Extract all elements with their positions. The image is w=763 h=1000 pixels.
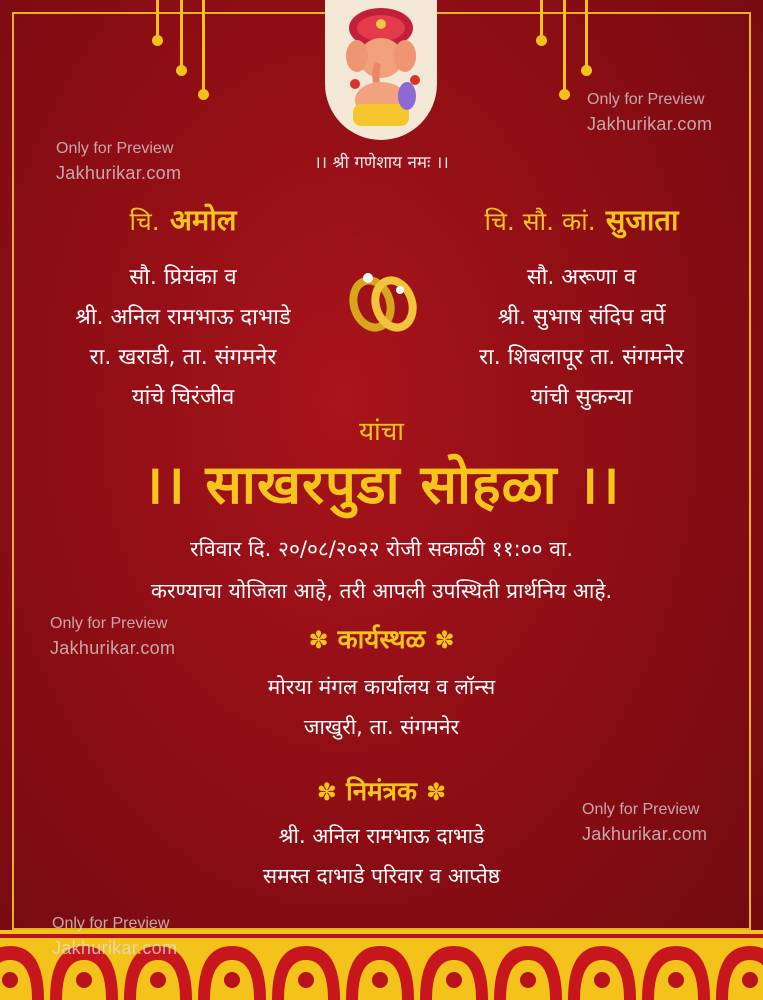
flower-icon: ✽ xyxy=(434,626,455,654)
watermark-line: Only for Preview xyxy=(52,915,170,932)
event-of-label: यांचा xyxy=(358,417,405,447)
mandala-dot xyxy=(372,972,388,988)
hanging-bead-icon xyxy=(202,0,205,90)
groom-parents xyxy=(0,258,366,418)
hanging-bead-icon xyxy=(180,0,183,66)
flower-icon: ✽ xyxy=(316,778,337,806)
venue-line: जाखुरी, ता. संगमनेर xyxy=(303,715,460,739)
watermark-line: Jakhurikar.com xyxy=(52,938,178,958)
groom-name: अमोल xyxy=(169,203,237,237)
watermark-line: Jakhurikar.com xyxy=(582,824,708,844)
mandala-dot xyxy=(668,972,684,988)
ganesha-image xyxy=(325,0,437,140)
event-title: ।। साखरपुडा सोहळा ।। xyxy=(142,453,621,516)
flower-icon: ✽ xyxy=(426,778,447,806)
bride-name: सुजाता xyxy=(605,203,679,237)
groom-prefix: चि. xyxy=(129,207,160,236)
mandala-dot xyxy=(446,972,462,988)
hanging-bead-icon xyxy=(156,0,159,36)
venue-heading-label: कार्यस्थळ xyxy=(337,625,426,655)
hosts-heading-label: निमंत्रक xyxy=(345,777,418,807)
watermark-line: Jakhurikar.com xyxy=(587,114,713,134)
mandala-dot xyxy=(594,972,610,988)
hosts-line: श्री. अनिल रामभाऊ दाभाडे xyxy=(278,824,485,848)
hosts-line: समस्त दाभाडे परिवार व आप्तेष्ठ xyxy=(262,864,501,888)
hanging-bead-icon xyxy=(540,0,543,36)
bride-line: श्री. सुभाष संदिप वर्पे xyxy=(497,305,666,330)
hanging-bead-icon xyxy=(585,0,588,66)
flower-icon: ✽ xyxy=(308,626,329,654)
mandala-dot xyxy=(298,972,314,988)
bride-line: सौ. अरूणा व xyxy=(526,265,637,290)
bride-parents xyxy=(400,258,763,418)
event-line: करण्याचा योजिला आहे, तरी आपली उपस्थिती प्रार्थनिय आहे. xyxy=(150,579,613,603)
event-line: रविवार दि. २०/०८/२०२२ रोजी सकाळी ११:०० वा. xyxy=(190,537,573,561)
mandala-dot xyxy=(76,972,92,988)
mandala-dot xyxy=(224,972,240,988)
groom-line: यांचे चिरंजीव xyxy=(131,385,235,410)
bride-line: यांची सुकन्या xyxy=(530,385,633,410)
watermark-line: Jakhurikar.com xyxy=(56,163,182,183)
event-details xyxy=(0,528,763,612)
watermark-line: Only for Preview xyxy=(587,91,705,108)
watermark xyxy=(52,912,177,960)
groom-line: श्री. अनिल रामभाऊ दाभाडे xyxy=(75,305,291,330)
groom-line: सौ. प्रियंका व xyxy=(129,265,237,290)
watermark-line: Jakhurikar.com xyxy=(50,638,176,658)
ganesh-shlok: ।। श्री गणेशाय नमः ।। xyxy=(314,153,449,173)
watermark xyxy=(587,88,712,136)
bride-prefix: चि. सौ. कां. xyxy=(484,207,596,236)
watermark-line: Only for Preview xyxy=(56,140,174,157)
hosts-details xyxy=(0,816,763,896)
venue-heading xyxy=(0,620,763,656)
venue-details xyxy=(0,667,763,747)
mandala-dot xyxy=(520,972,536,988)
ganesha-panel xyxy=(325,0,437,140)
bride-line: रा. शिबलापूर ता. संगमनेर xyxy=(479,345,684,370)
groom-title xyxy=(0,200,366,239)
watermark-line: Only for Preview xyxy=(582,801,700,818)
mandala-dot xyxy=(742,972,758,988)
groom-line: रा. खराडी, ता. संगमनेर xyxy=(89,345,277,370)
venue-line: मोरया मंगल कार्यालय व लॉन्स xyxy=(267,675,496,699)
watermark-line: Only for Preview xyxy=(50,615,168,632)
bride-title xyxy=(400,200,763,239)
mandala-dot xyxy=(150,972,166,988)
hosts-heading xyxy=(0,772,763,808)
mandala-dot xyxy=(2,972,18,988)
hanging-bead-icon xyxy=(563,0,566,90)
